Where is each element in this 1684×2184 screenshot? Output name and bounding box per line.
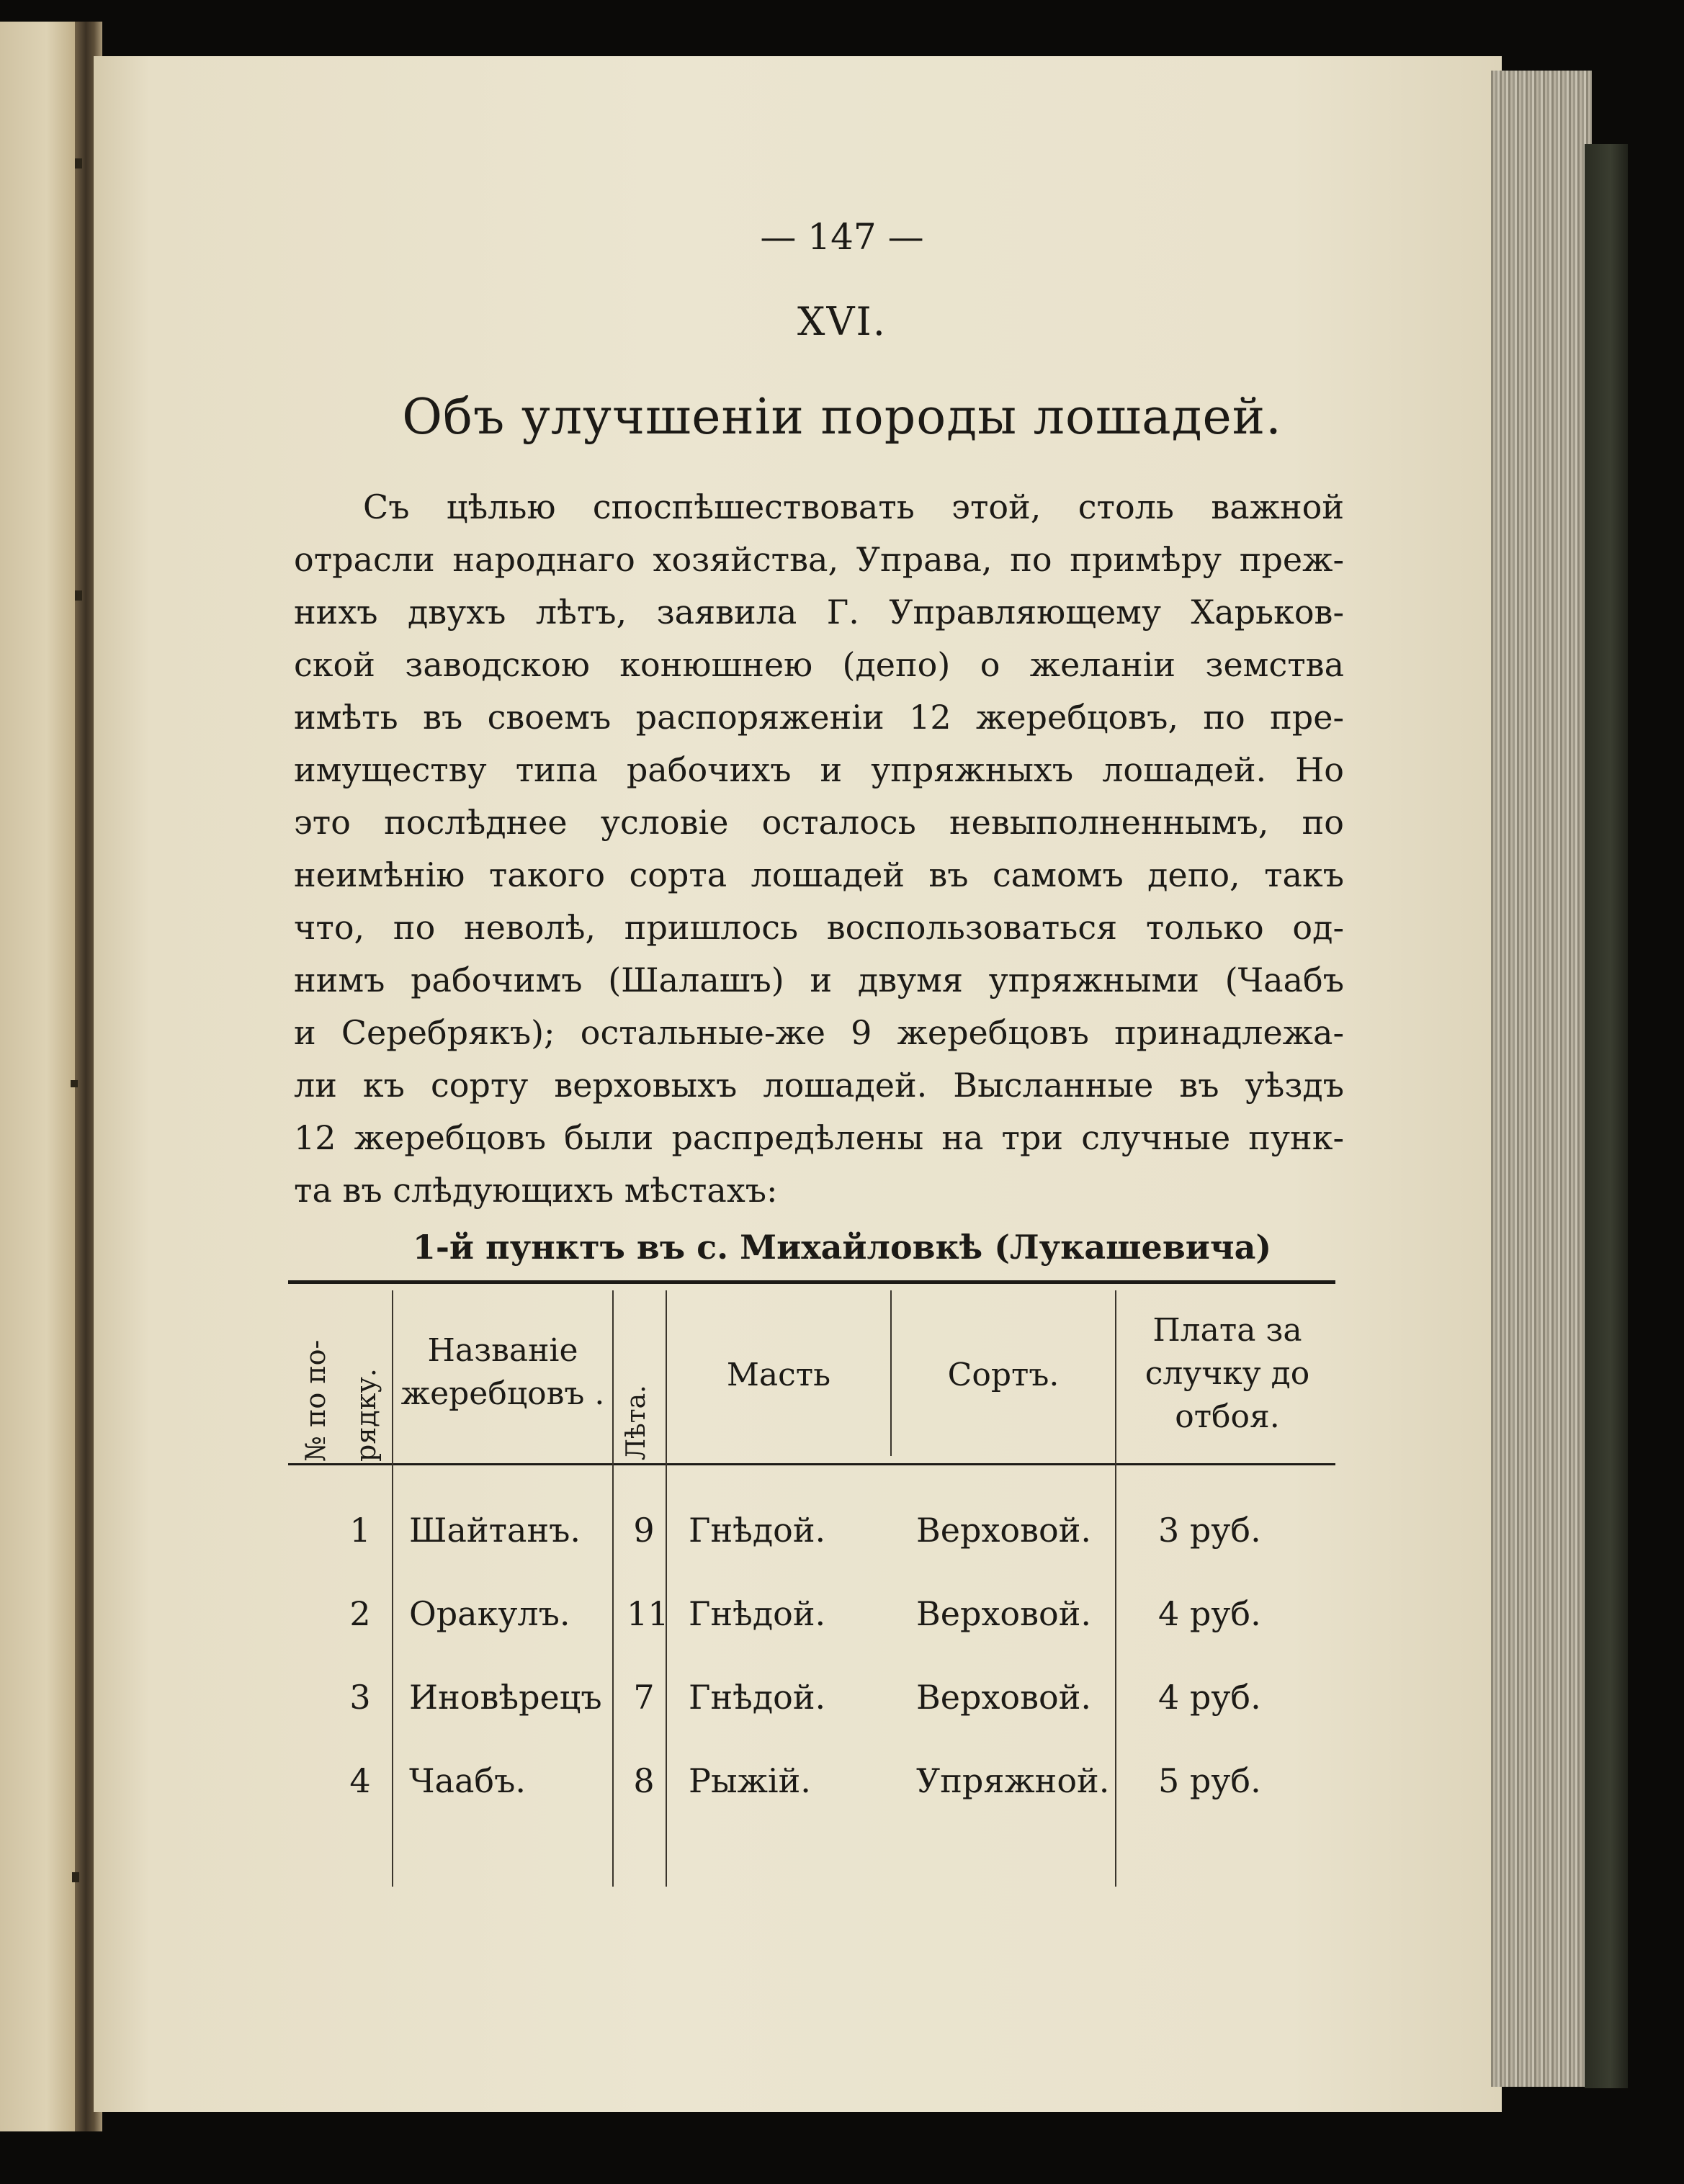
body-line: Съ цѣлью споспѣшествовать этой, столь важной [363, 487, 1344, 526]
cell-price: 5 руб. [1158, 1761, 1261, 1800]
body-line: ли къ сорту верховыхъ лошадей. Высланные въ уѣздъ [294, 1066, 1344, 1105]
header-num-line2: рядку. [350, 1368, 382, 1462]
binding-thread [72, 1872, 79, 1882]
section-number: XVI. [797, 299, 887, 344]
cell-price: 3 руб. [1158, 1511, 1261, 1550]
body-line: имѣть въ своемъ распоряженіи 12 жеребцовъ, по пре- [294, 698, 1344, 737]
table-row [288, 1761, 1335, 1833]
body-line: 12 жеребцовъ были распредѣлены на три случные пунк- [294, 1118, 1344, 1157]
cell-num: 3 [349, 1678, 371, 1717]
cell-num: 4 [349, 1761, 371, 1800]
cell-name: Шайтанъ. [409, 1511, 581, 1550]
cell-num: 2 [349, 1594, 371, 1633]
body-line: нимъ рабочимъ (Шалашъ) и двумя упряжными (Чаабъ [294, 961, 1344, 999]
cell-name: Чаабъ. [409, 1761, 526, 1800]
cell-age: 7 [633, 1678, 655, 1717]
cell-color: Рыжій. [689, 1761, 811, 1800]
cell-sort: Упряжной. [916, 1761, 1110, 1800]
cell-sort: Верховой. [916, 1678, 1091, 1717]
body-line: это послѣднее условіе осталось невыполненнымъ, по [294, 803, 1344, 842]
cell-name: Иновѣрецъ [409, 1678, 602, 1717]
table-row [288, 1594, 1335, 1666]
header-sort: Сортъ. [947, 1357, 1060, 1393]
header-color: Масть [726, 1357, 831, 1393]
cell-color: Гнѣдой. [689, 1511, 826, 1550]
cell-age: 11 [627, 1594, 669, 1633]
body-line: отрасли народнаго хозяйства, Управа, по примѣру преж- [294, 540, 1344, 579]
cell-age: 9 [633, 1511, 655, 1550]
table-top-rule [288, 1280, 1335, 1284]
binding-thread [71, 1080, 78, 1087]
body-paragraph [294, 481, 1344, 1217]
cell-price: 4 руб. [1158, 1594, 1261, 1633]
table-row [288, 1511, 1335, 1583]
header-name: Названіе жеребцовъ . [400, 1332, 605, 1412]
body-line: и Серебрякъ); остальные-же 9 жеребцовъ принадлежа- [294, 1013, 1344, 1052]
cell-age: 8 [633, 1761, 655, 1800]
cell-color: Гнѣдой. [689, 1594, 826, 1633]
body-line: та въ слѣдующихъ мѣстахъ: [294, 1171, 778, 1210]
header-price: Плата за случку до отбоя. [1145, 1312, 1310, 1435]
binding-thread [75, 158, 82, 168]
cell-sort: Верховой. [916, 1594, 1091, 1633]
body-line: неимѣнію такого сорта лошадей въ самомъ депо, такъ [294, 855, 1344, 894]
table-title: 1-й пунктъ въ с. Михайловкѣ (Лукашевича) [412, 1228, 1272, 1267]
table-header-rule [288, 1463, 1335, 1465]
body-line: нихъ двухъ лѣтъ, заявила Г. Управляющему Харьков- [294, 593, 1344, 632]
body-line: ской заводскою конюшнею (депо) о желаніи земства [294, 645, 1344, 684]
cell-num: 1 [349, 1511, 371, 1550]
column-divider [890, 1290, 892, 1456]
body-line: что, по неволѣ, пришлось воспользоваться только од- [294, 908, 1344, 947]
body-line: имуществу типа рабочихъ и упряжныхъ лошадей. Но [294, 750, 1344, 789]
binding-thread [75, 590, 82, 601]
cell-price: 4 руб. [1158, 1678, 1261, 1717]
table-row [288, 1678, 1335, 1750]
header-num-line1: № по по- [300, 1339, 331, 1462]
page-number: — 147 — [760, 216, 924, 258]
cell-name: Оракулъ. [409, 1594, 570, 1633]
header-age: Лѣта. [622, 1385, 651, 1460]
cell-sort: Верховой. [916, 1511, 1091, 1550]
page-title: Объ улучшеніи породы лошадей. [402, 389, 1282, 446]
cell-color: Гнѣдой. [689, 1678, 826, 1717]
page-edges [1491, 71, 1592, 2087]
